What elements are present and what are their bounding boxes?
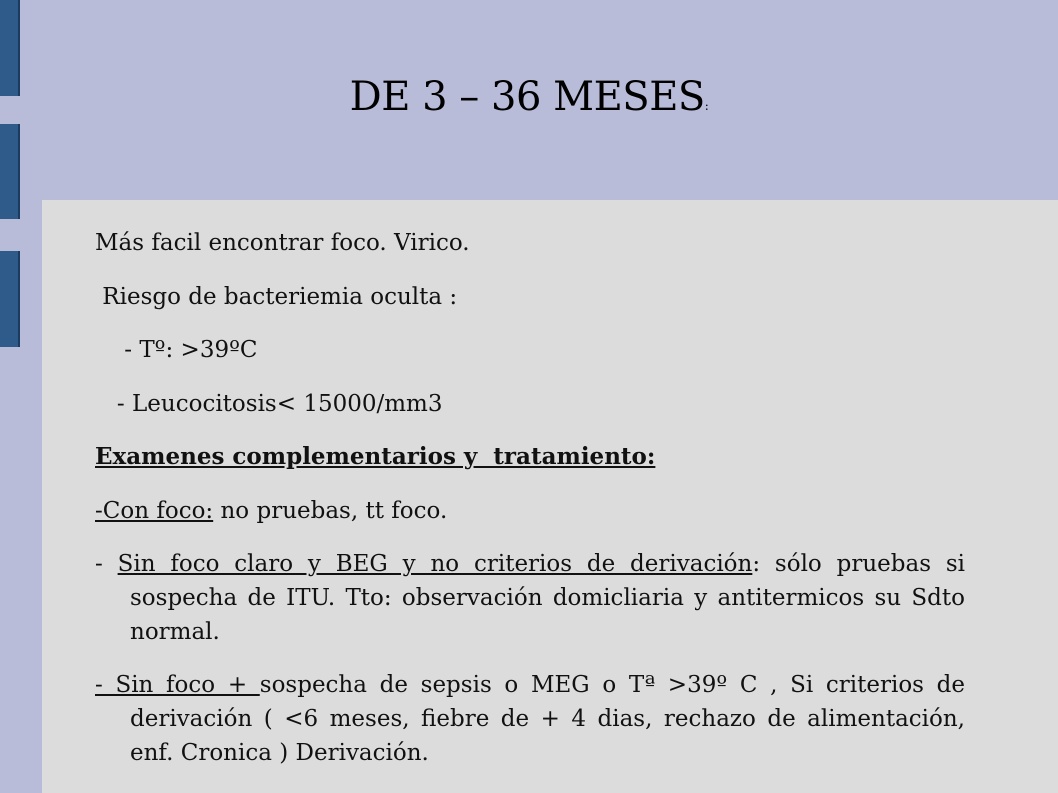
item-con-foco-text: no pruebas, tt foco. xyxy=(213,497,448,524)
slide-body xyxy=(95,226,965,789)
section-heading-examenes: Examenes complementarios y tratamiento: xyxy=(95,443,656,470)
item-sin-foco-sepsis xyxy=(95,668,965,770)
slide-title-suffix: : xyxy=(704,99,709,113)
item-con-foco-label: -Con foco: xyxy=(95,497,214,524)
body-line-leucocitosis: - Leucocitosis< 15000/mm3 xyxy=(95,390,443,417)
slide-title xyxy=(0,74,1058,120)
item-con-foco xyxy=(95,494,965,528)
item-sin-foco-claro-prefix: - xyxy=(95,551,118,577)
decorative-bar-bottom xyxy=(0,251,20,347)
item-sin-foco-claro-text: : sólo pruebas si sospecha de ITU. Tto: observación domicliaria y antitermicos su Sdto normal. xyxy=(130,551,965,645)
body-line-foco-virico: Más facil encontrar foco. Virico. xyxy=(95,230,470,256)
item-sin-foco-sepsis-label: - Sin foco + xyxy=(95,672,260,698)
body-line-riesgo: Riesgo de bacteriemia oculta : xyxy=(95,283,458,310)
item-sin-foco-claro xyxy=(95,547,965,649)
body-line-temperatura: - Tº: >39ºC xyxy=(95,337,258,363)
item-sin-foco-claro-label: Sin foco claro y BEG y no criterios de derivación xyxy=(117,551,753,577)
slide-title-text: DE 3 – 36 MESES xyxy=(349,74,705,120)
decorative-bar-middle xyxy=(0,124,20,219)
item-sin-foco-sepsis-text: sospecha de sepsis o MEG o Tª >39º C , Si criterios de derivación ( <6 meses, fiebre de + 4 dias, rechazo de alimentación, enf. Cronica ) Derivación. xyxy=(130,672,965,766)
